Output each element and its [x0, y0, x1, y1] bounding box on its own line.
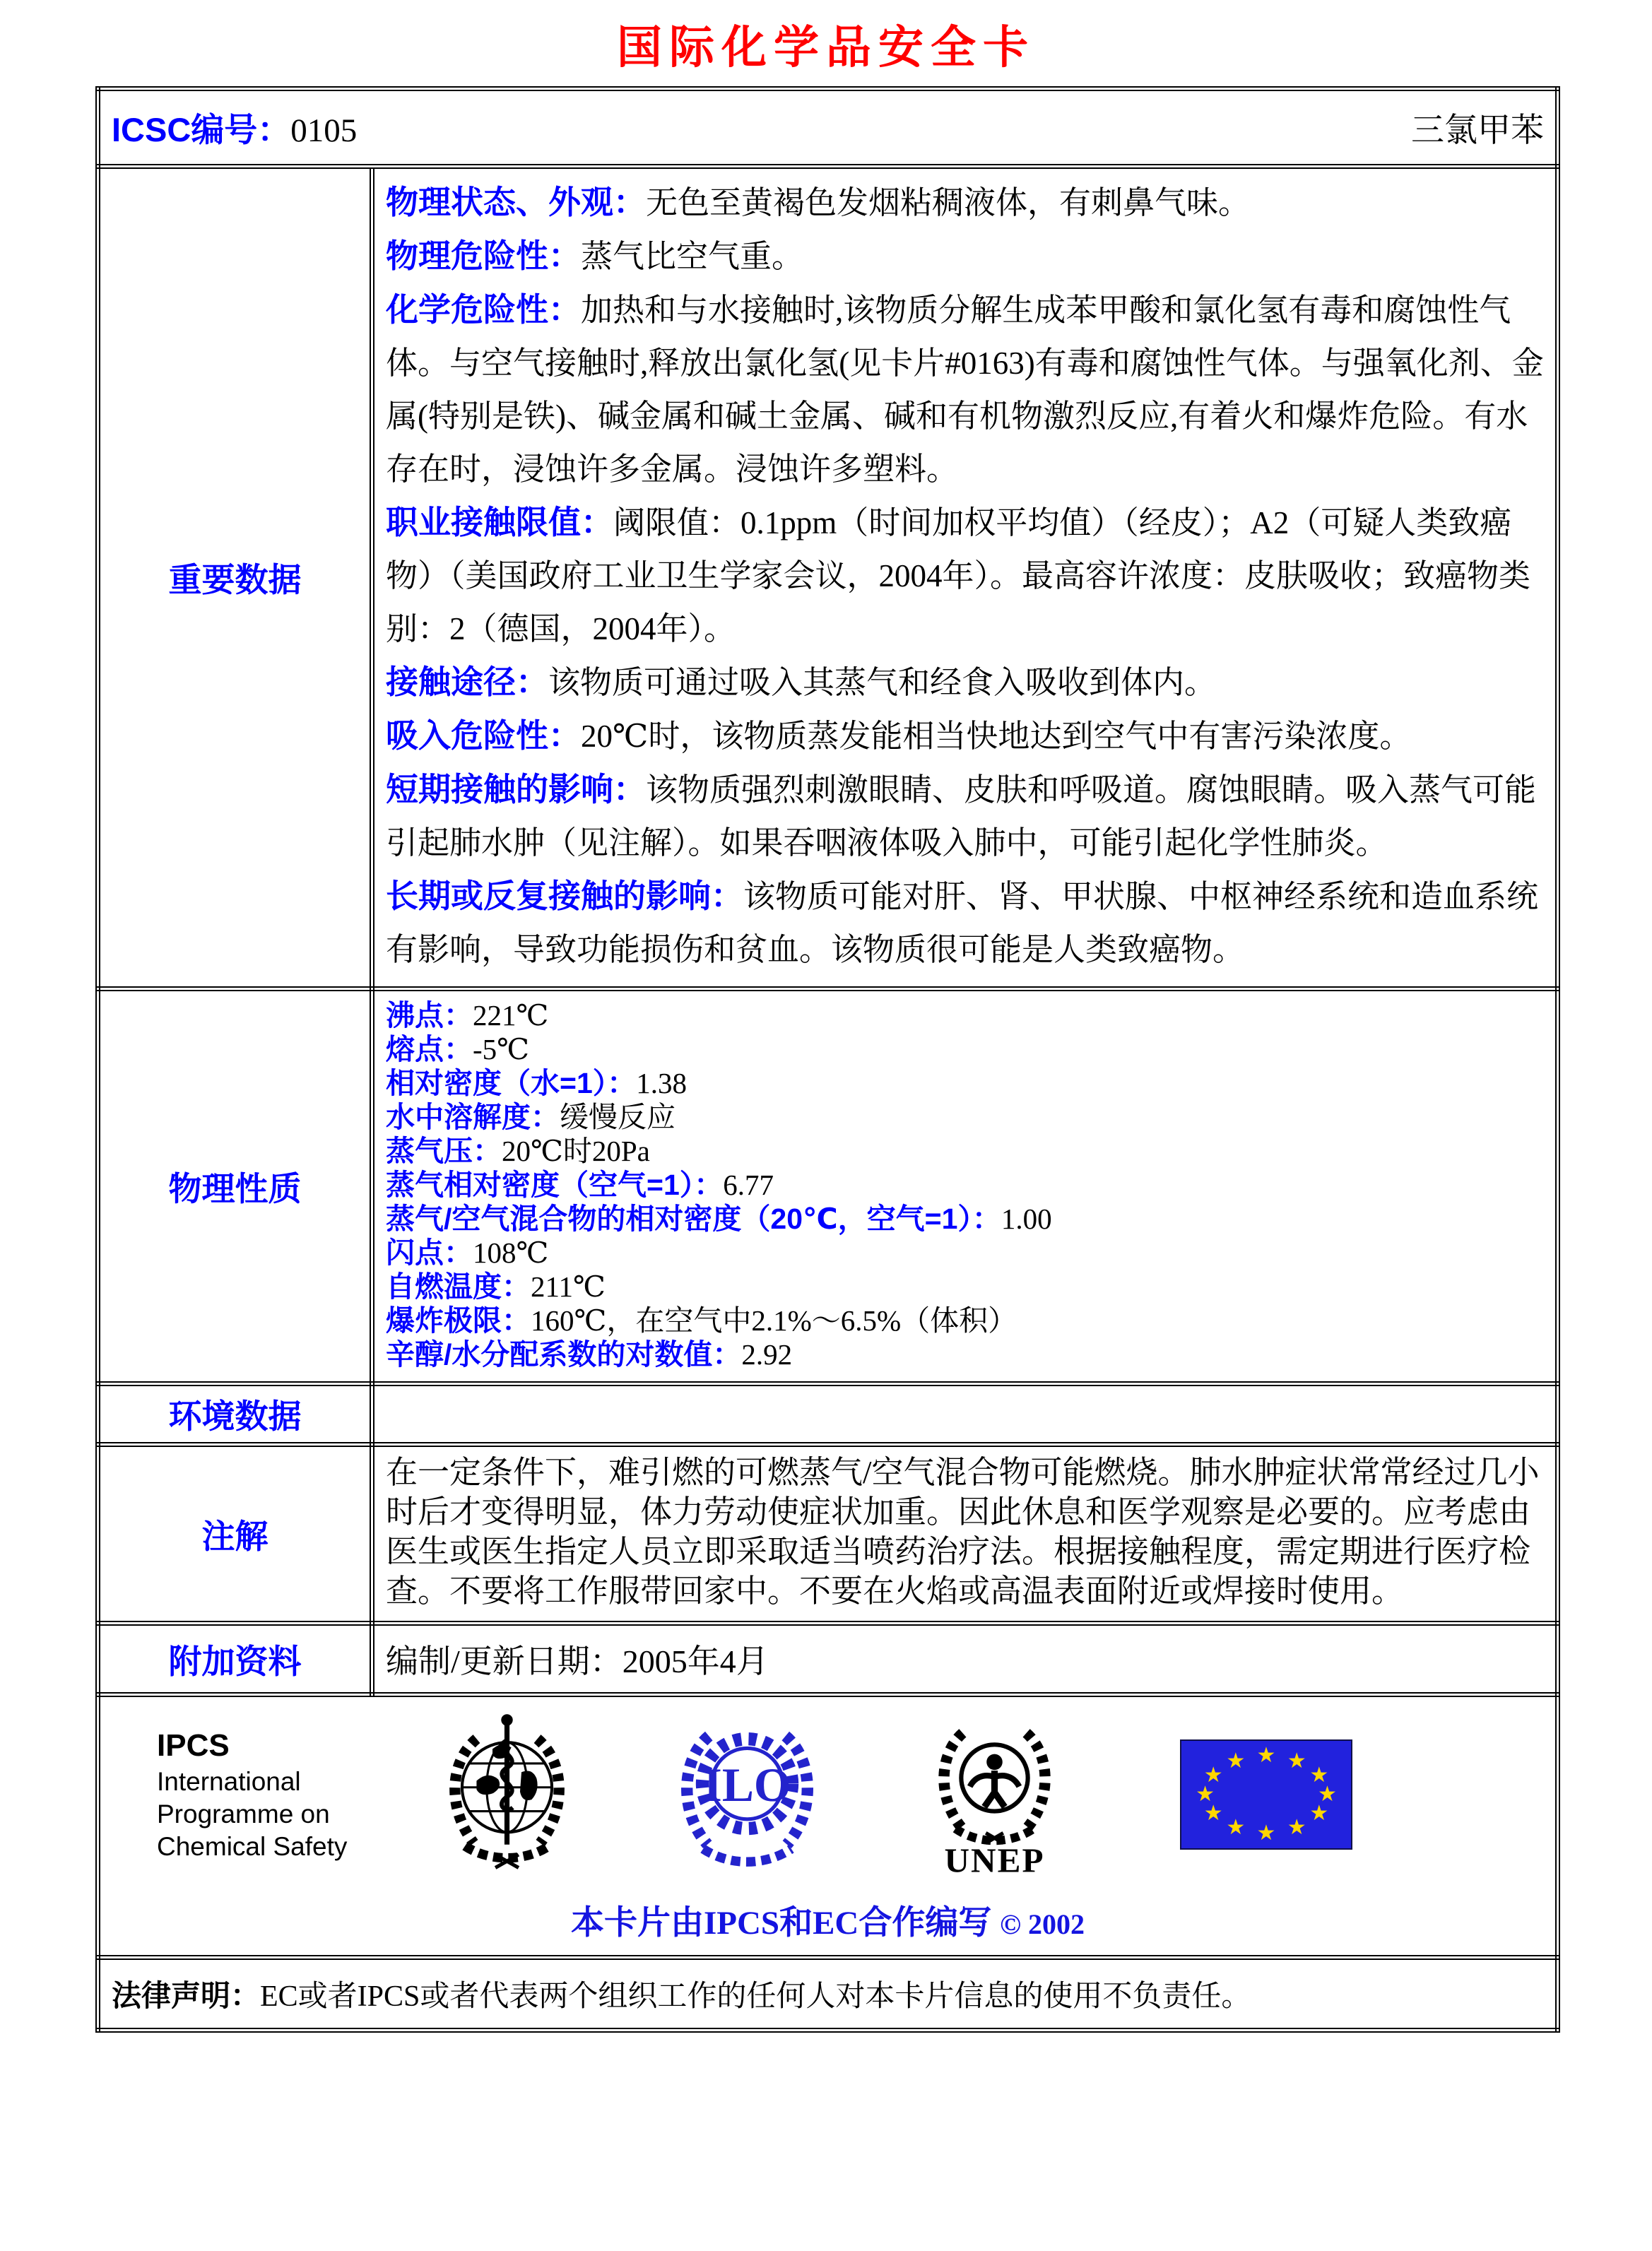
eu-star: ★: [1287, 1748, 1306, 1773]
field-value: 该物质可能对肝、肾、甲状腺、中枢神经系统和造血系统有影响，导致功能损伤和贫血。该物质很可能是人类致癌物。: [386, 879, 1539, 967]
field-value: 该物质强烈刺激眼睛、皮肤和呼吸道。腐蚀眼睛。吸入蒸气可能引起肺水肿（见注解）。如果吞咽液体吸入肺中，可能引起化学性肺炎。: [386, 772, 1537, 861]
field-value: 108℃: [473, 1236, 549, 1269]
legal-text: EC或者IPCS或者代表两个组织工作的任何人对本卡片信息的使用不负责任。: [260, 1980, 1251, 2013]
field-item: [386, 1100, 1544, 1134]
field-label: 熔点：: [386, 1033, 473, 1065]
field-label: 水中溶解度：: [386, 1101, 560, 1133]
eu-star: ★: [1309, 1762, 1329, 1788]
ipcs-line2: Programme on: [157, 1800, 330, 1828]
who-emblem-icon: [390, 1711, 623, 1878]
field-value: -5℃: [473, 1033, 530, 1065]
field-item: [386, 1168, 1544, 1202]
field-value: 20℃时20Pa: [502, 1135, 650, 1167]
field-label: 职业接触限值：: [386, 504, 613, 540]
field-value: 该物质可通过吸入其蒸气和经食入吸收到体内。: [548, 665, 1217, 700]
field-value: 无色至黄褐色发烟粘稠液体，有刺鼻气味。: [646, 185, 1251, 220]
eu-star: ★: [1203, 1762, 1223, 1788]
field-value: 阈限值：0.1ppm（时间加权平均值）（经皮）；A2（可疑人类致癌物）（美国政府工业卫生学家会议，2004年）。最高容许浓度：皮肤吸收；致癌物类别：2（德国，2004年）。: [386, 505, 1531, 646]
credit-text: 本卡片由IPCS和EC合作编写: [570, 1905, 992, 1942]
field-label: 相对密度（水=1）：: [386, 1067, 637, 1099]
field-label: 吸入危险性：: [386, 717, 581, 754]
field-value: 1.38: [636, 1067, 687, 1099]
copyright-text: © 2002: [1000, 1908, 1085, 1940]
field-value: 20℃时，该物质蒸发能相当快地达到空气中有害污染浓度。: [581, 719, 1412, 754]
field-value: 1.00: [1001, 1203, 1052, 1235]
field-item: [386, 1236, 1544, 1270]
eu-star: ★: [1256, 1743, 1276, 1768]
icsc-card-table: [95, 86, 1560, 2033]
field-item: [386, 283, 1544, 496]
field-value: 211℃: [531, 1270, 606, 1303]
field-item: [386, 1202, 1544, 1236]
additional-info-row: [98, 1624, 1558, 1695]
field-item: [386, 763, 1544, 870]
field-label: 长期或反复接触的影响：: [386, 878, 743, 914]
physical-properties-content: [372, 989, 1558, 1384]
eu-star: ★: [1203, 1801, 1223, 1826]
field-label: 辛醇/水分配系数的对数值：: [386, 1338, 742, 1371]
notes-row: [98, 1445, 1558, 1624]
icsc-number-value: 0105: [290, 112, 358, 149]
eu-flag-icon: [1180, 1739, 1352, 1850]
row-label-environmental-data: 环境数据: [98, 1384, 372, 1445]
field-item: [386, 1270, 1544, 1304]
field-item: [386, 176, 1544, 230]
field-label: 短期接触的影响：: [386, 771, 646, 808]
row-label-physical-properties: 物理性质: [98, 989, 372, 1384]
field-value: 蒸气比空气重。: [581, 239, 804, 274]
ipcs-line1: International: [157, 1767, 301, 1796]
ilo-monogram: ILO: [703, 1759, 791, 1812]
unep-emblem-icon: [871, 1711, 1118, 1878]
ipcs-text-block: [157, 1726, 390, 1863]
row-label-notes: 注解: [98, 1445, 372, 1624]
field-label: 蒸气相对密度（空气=1）：: [386, 1169, 724, 1201]
ipcs-title: IPCS: [157, 1728, 230, 1763]
row-label-important-data: 重要数据: [98, 167, 372, 989]
logos-row: [98, 1695, 1558, 1958]
field-item: [386, 1134, 1544, 1168]
legal-label: 法律声明：: [112, 1979, 261, 2012]
field-label: 沸点：: [386, 999, 473, 1032]
field-item: [386, 496, 1544, 656]
field-value: 2.92: [741, 1338, 793, 1371]
eu-star: ★: [1287, 1815, 1306, 1841]
field-value: 缓慢反应: [560, 1101, 675, 1133]
field-label: 物理危险性：: [386, 237, 581, 274]
field-label: 接触途径：: [386, 663, 548, 700]
environmental-data-row: [98, 1384, 1558, 1445]
additional-info-content: 编制/更新日期：2005年4月: [372, 1624, 1558, 1695]
field-value: 6.77: [723, 1169, 774, 1201]
field-item: [386, 1066, 1544, 1100]
eu-star: ★: [1256, 1820, 1276, 1845]
field-label: 自燃温度：: [386, 1270, 531, 1303]
row-label-additional-info: 附加资料: [98, 1624, 372, 1695]
field-label: 化学危险性：: [386, 291, 581, 328]
field-label: 物理状态、外观：: [386, 184, 646, 220]
field-value: 加热和与水接触时,该物质分解生成苯甲酸和氯化氢有毒和腐蚀性气体。与空气接触时,释放出氯化氢(见卡片#0163)有毒和腐蚀性气体。与强氧化剂、金属(特别是铁)、碱金属和碱土金属、碱和有机物激烈反应,有着火和爆炸危险。有水存在时，浸蚀许多金属。浸蚀许多塑料。: [386, 293, 1544, 487]
page-title: 国际化学品安全卡: [617, 23, 1035, 73]
field-item: [386, 230, 1544, 283]
eu-star: ★: [1317, 1782, 1337, 1807]
field-item: [386, 1337, 1544, 1371]
field-label: 蒸气/空气混合物的相对密度（20℃，空气=1）：: [386, 1203, 1001, 1235]
field-item: [386, 656, 1544, 709]
environmental-data-content: [372, 1384, 1558, 1445]
credit-line: [107, 1896, 1548, 1944]
physical-properties-row: [98, 989, 1558, 1384]
important-data-row: [98, 167, 1558, 989]
header-row: [98, 89, 1558, 167]
field-item: [386, 1304, 1544, 1337]
field-item: [386, 870, 1544, 976]
icsc-number-label: ICSC编号：: [112, 111, 291, 148]
field-item: [386, 998, 1544, 1032]
field-value: 221℃: [473, 999, 549, 1032]
eu-star: ★: [1309, 1801, 1329, 1826]
legal-row: [98, 1958, 1558, 2031]
notes-content: 在一定条件下，难引燃的可燃蒸气/空气混合物可能燃烧。肺水肿症状常常经过几小时后才变得明显，体力劳动使症状加重。因此休息和医学观察是必要的。应考虑由医生或医生指定人员立即采取适当喷药治疗法。根据接触程度，需定期进行医疗检查。不要将工作服带回家中。不要在火焰或高温表面附近或焊接时使用。: [372, 1445, 1558, 1624]
field-label: 爆炸极限：: [386, 1304, 531, 1337]
field-value: 160℃，在空气中2.1%～6.5%（体积）: [531, 1304, 1017, 1337]
field-label: 闪点：: [386, 1236, 473, 1269]
icsc-number-group: [112, 104, 357, 151]
eu-star: ★: [1196, 1782, 1215, 1807]
field-item: [386, 1032, 1544, 1066]
field-item: [386, 709, 1544, 763]
eu-star: ★: [1226, 1748, 1246, 1773]
unep-caption: UNEP: [943, 1841, 1045, 1878]
ilo-emblem-icon: [623, 1711, 871, 1878]
field-label: 蒸气压：: [386, 1135, 502, 1167]
ipcs-line3: Chemical Safety: [157, 1832, 348, 1861]
chemical-name: 三氯甲苯: [1411, 112, 1544, 149]
important-data-content: [372, 167, 1558, 989]
eu-star: ★: [1226, 1815, 1246, 1841]
